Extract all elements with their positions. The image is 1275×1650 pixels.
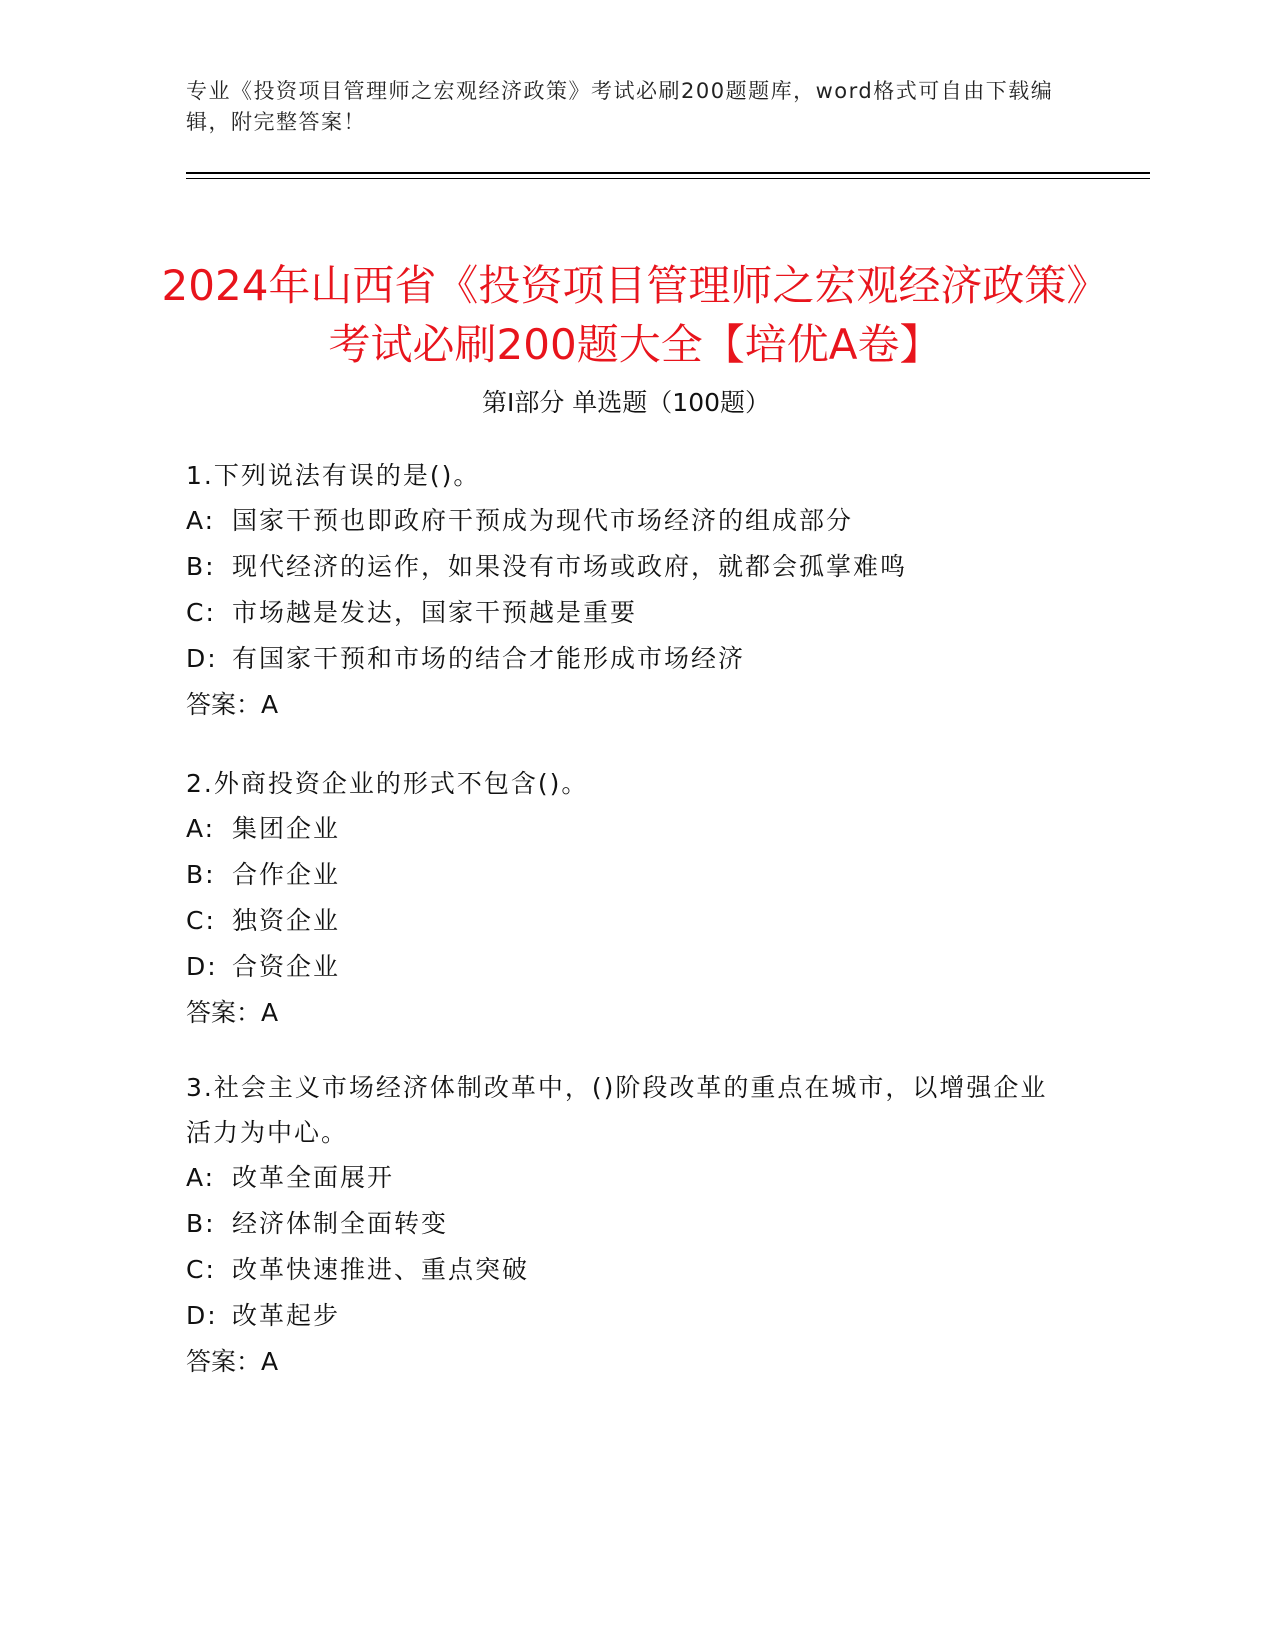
question-block xyxy=(186,453,1066,728)
document-title: 2024年山西省《投资项目管理师之宏观经济政策》考试必刷200题大全【培优A卷】 xyxy=(161,261,1109,370)
answer-option xyxy=(186,498,1066,544)
answer-option xyxy=(186,544,1066,590)
header-rule-thin xyxy=(186,178,1150,179)
option-key: D: xyxy=(186,1301,218,1330)
answer-key: 答案：A xyxy=(186,998,279,1027)
section-title: 第Ⅰ部分 单选题（100题） xyxy=(481,388,771,417)
option-text: 经济体制全面转变 xyxy=(232,1209,449,1238)
answer-option xyxy=(186,1247,1066,1293)
answer-key: 答案：A xyxy=(186,690,279,719)
question-stem: 1.下列说法有误的是()。 xyxy=(186,461,481,490)
answer-option xyxy=(186,852,1066,898)
option-key: A: xyxy=(186,1163,216,1192)
answer-option xyxy=(186,1293,1066,1339)
option-text: 改革全面展开 xyxy=(232,1163,395,1192)
option-text: 有国家干预和市场的结合才能形成市场经济 xyxy=(232,644,746,673)
option-key: A: xyxy=(186,814,216,843)
option-text: 现代经济的运作，如果没有市场或政府，就都会孤掌难鸣 xyxy=(232,552,908,581)
answer-key: 答案：A xyxy=(186,1347,279,1376)
option-text: 市场越是发达，国家干预越是重要 xyxy=(232,598,638,627)
question-stem: 2.外商投资企业的形式不包含()。 xyxy=(186,769,589,798)
option-text: 集团企业 xyxy=(232,814,341,843)
option-key: A: xyxy=(186,506,216,535)
option-key: C: xyxy=(186,1255,216,1284)
option-key: C: xyxy=(186,598,216,627)
question-stem: 3.社会主义市场经济体制改革中，()阶段改革的重点在城市，以增强企业活力为中心。 xyxy=(186,1073,1048,1147)
option-key: B: xyxy=(186,860,216,889)
answer-option xyxy=(186,944,1066,990)
option-key: D: xyxy=(186,952,218,981)
option-key: B: xyxy=(186,1209,216,1238)
answer-option xyxy=(186,636,1066,682)
option-text: 改革起步 xyxy=(232,1301,341,1330)
header-rule-thick xyxy=(186,172,1150,174)
question-block xyxy=(186,761,1066,1036)
question-block xyxy=(186,1065,1066,1385)
answer-option xyxy=(186,898,1066,944)
answer-option xyxy=(186,806,1066,852)
option-text: 独资企业 xyxy=(232,906,341,935)
option-text: 合资企业 xyxy=(232,952,341,981)
option-text: 改革快速推进、重点突破 xyxy=(232,1255,530,1284)
option-key: C: xyxy=(186,906,216,935)
header-note: 专业《投资项目管理师之宏观经济政策》考试必刷200题题库，word格式可自由下载编辑，附完整答案！ xyxy=(186,79,1054,134)
answer-option xyxy=(186,1155,1066,1201)
option-text: 国家干预也即政府干预成为现代市场经济的组成部分 xyxy=(232,506,854,535)
answer-option xyxy=(186,1201,1066,1247)
option-text: 合作企业 xyxy=(232,860,341,889)
option-key: D: xyxy=(186,644,218,673)
answer-option xyxy=(186,590,1066,636)
option-key: B: xyxy=(186,552,216,581)
